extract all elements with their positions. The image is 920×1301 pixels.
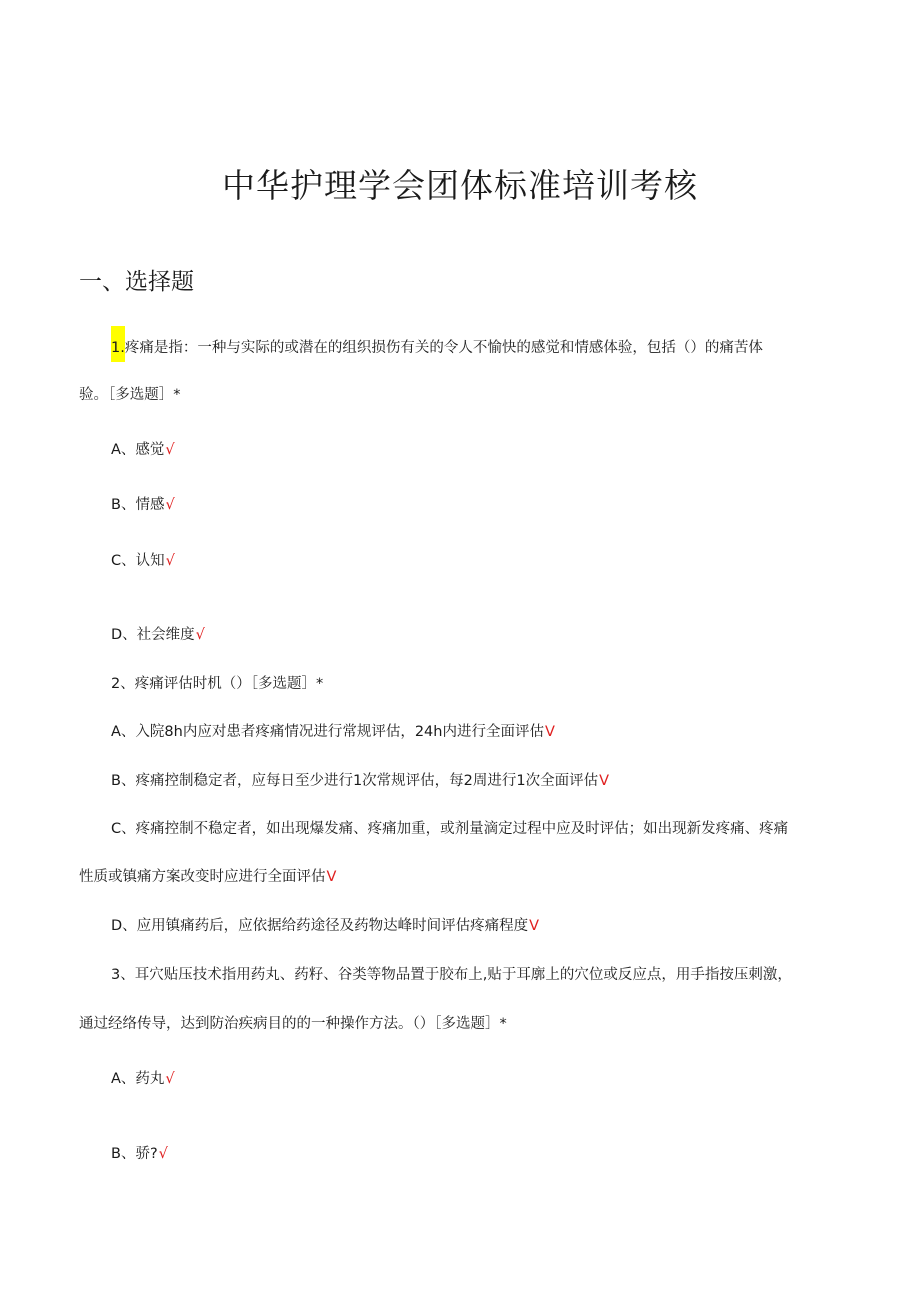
option-text: A、药丸 (111, 1071, 165, 1087)
option-q1-a (111, 439, 175, 461)
question-3-stem: 3、耳穴贴压技术指用药丸、药籽、谷类等物品置于胶布上,贴于耳廓上的穴位或反应点，用手指按压刺激， (111, 967, 792, 983)
question-text: 疼痛是指：一种与实际的或潜在的组织损伤有关的令人不愉快的感觉和情感体验，包括（）的痛苦体 (124, 340, 763, 356)
option-q2-c-cont (79, 866, 336, 888)
document-title: 中华护理学会团体标准培训考核 (222, 166, 698, 205)
option-q3-a (111, 1068, 175, 1090)
checkmark-icon: √ (165, 1071, 175, 1087)
option-text: A、入院8h内应对患者疼痛情况进行常规评估，24h内进行全面评估 (111, 724, 544, 740)
option-text: D、社会维度 (111, 627, 195, 643)
checkmark-icon: √ (195, 627, 205, 643)
option-q2-c: C、疼痛控制不稳定者，如出现爆发痛、疼痛加重，或剂量滴定过程中应及时评估；如出现新发疼痛、疼痛 (111, 821, 789, 837)
option-text: C、认知 (111, 553, 165, 569)
option-q1-c (111, 550, 175, 572)
option-text: D、应用镇痛药后，应依据给药途径及药物达峰时间评估疼痛程度 (111, 918, 529, 934)
checkmark-icon: √ (165, 442, 175, 458)
question-2-stem: 2、疼痛评估时机（）［多选题］* (111, 676, 324, 692)
option-q2-d (111, 915, 539, 937)
option-text: 性质或镇痛方案改变时应进行全面评估 (79, 869, 326, 885)
option-q3-b (111, 1143, 168, 1165)
question-1-stem (111, 337, 763, 362)
checkmark-icon: √ (165, 553, 175, 569)
option-q2-b (111, 770, 609, 792)
checkmark-icon: V (326, 869, 337, 885)
checkmark-icon: V (599, 773, 610, 789)
section-heading: 一、选择题 (79, 269, 194, 295)
option-q1-b (111, 494, 175, 516)
option-text: B、疼痛控制稳定者，应每日至少进行1次常规评估，每2周进行1次全面评估 (111, 773, 599, 789)
question-number-highlight: 1. (111, 326, 125, 362)
checkmark-icon: √ (165, 497, 175, 513)
checkmark-icon: V (544, 724, 555, 740)
option-text: B、情感 (111, 497, 165, 513)
option-text: A、感觉 (111, 442, 165, 458)
question-1-stem-cont: 验。［多选题］* (79, 387, 181, 403)
option-text: B、骄? (111, 1146, 158, 1162)
option-q2-a (111, 721, 555, 743)
question-3-stem-cont: 通过经络传导，达到防治疾病目的的一种操作方法。（）［多选题］* (79, 1016, 507, 1032)
checkmark-icon: V (529, 918, 540, 934)
checkmark-icon: √ (158, 1146, 168, 1162)
option-q1-d (111, 624, 205, 646)
